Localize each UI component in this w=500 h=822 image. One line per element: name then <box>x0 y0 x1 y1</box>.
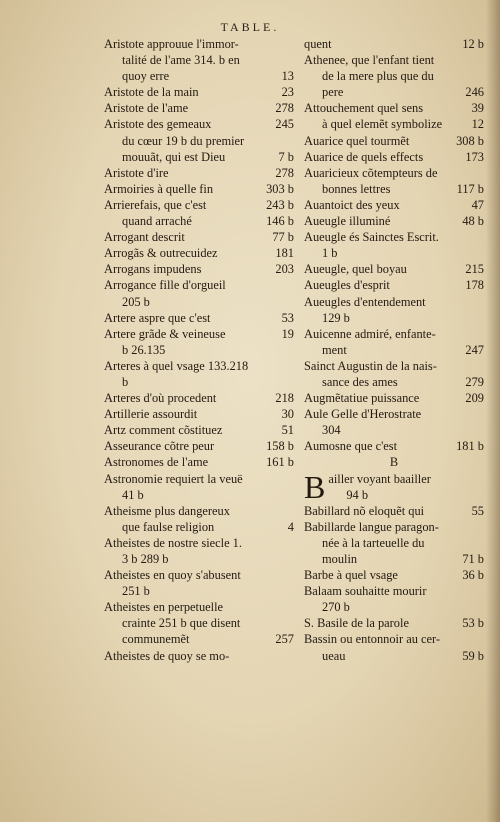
index-entry <box>304 615 484 631</box>
entry-continuation-line <box>304 310 484 326</box>
page-reference: 245 <box>275 117 294 132</box>
entry-continuation-line <box>104 294 294 310</box>
entry-continuation-line <box>304 181 484 197</box>
entry-text: que faulse religion <box>122 519 215 534</box>
page-reference: 278 <box>275 101 294 116</box>
entry-heading-line <box>104 36 294 52</box>
index-entry <box>104 599 294 647</box>
entry-heading-line <box>304 519 484 535</box>
entry-text: Atheistes de nostre siecle 1. <box>104 535 242 550</box>
entry-text: Babillarde langue paragon- <box>304 519 439 534</box>
entry-text: Babillard nõ eloquẽt qui <box>304 503 425 518</box>
entry-text: Athenee, que l'enfant tient <box>304 53 435 68</box>
page-reference: 53 b <box>462 616 484 631</box>
entry-heading-line <box>304 438 484 454</box>
index-entry <box>304 52 484 100</box>
entry-heading-line <box>104 229 294 245</box>
page-reference: 209 <box>465 391 484 406</box>
index-entry <box>304 261 484 277</box>
entry-heading-line <box>304 100 484 116</box>
entry-continuation-line <box>104 342 294 358</box>
entry-heading-line <box>104 277 294 293</box>
entry-continuation-line <box>104 52 294 68</box>
entry-text: ment <box>322 342 347 357</box>
page-reference: 181 <box>275 246 294 261</box>
entry-continuation-line <box>104 519 294 535</box>
index-entry <box>104 84 294 100</box>
index-entry <box>304 213 484 229</box>
entry-text: 3 b 289 b <box>122 552 169 566</box>
index-group-a-continued <box>304 36 484 454</box>
entry-text: Arrogans impudens <box>104 262 202 277</box>
entry-text: Artz comment cõstituez <box>104 423 223 438</box>
entry-continuation-line <box>304 245 484 261</box>
entry-text: Balaam souhaitte mourir <box>304 584 427 599</box>
entry-continuation-line <box>104 374 294 390</box>
page-reference: 23 <box>281 85 294 100</box>
entry-heading-line <box>104 245 294 261</box>
entry-heading-line <box>328 471 484 487</box>
index-entry <box>304 438 484 454</box>
entry-heading-line <box>304 615 484 631</box>
entry-text: 270 b <box>322 600 350 615</box>
page-reference: 247 <box>465 342 484 357</box>
index-entry <box>304 468 484 505</box>
entry-text: Aueugles d'entendement <box>304 294 426 309</box>
entry-text: 94 b <box>346 487 369 502</box>
entry-heading-line <box>104 648 294 664</box>
entry-text: 41 b <box>122 487 144 502</box>
entry-heading-line <box>304 261 484 277</box>
entry-heading-line <box>304 213 484 229</box>
entry-text: Augmẽtatiue puissance <box>304 391 420 406</box>
entry-text: Asseurance cõtre peur <box>104 439 215 454</box>
index-entry <box>304 294 484 326</box>
drop-cap-letter: B <box>304 468 326 505</box>
entry-text: Bassin ou entonnoir au cer- <box>304 632 441 647</box>
entry-text: Atheistes en quoy s'abusent <box>104 568 241 583</box>
index-entry <box>104 100 294 116</box>
index-entry <box>104 197 294 229</box>
entry-heading-line <box>104 390 294 406</box>
index-entry <box>304 503 484 519</box>
index-entry <box>104 422 294 438</box>
page-reference: 181 b <box>456 439 484 454</box>
page-reference: 218 <box>275 391 294 406</box>
entry-text: ueau <box>322 648 346 663</box>
entry-continuation-line <box>304 342 484 358</box>
entry-text: Arrogance fille d'orgueil <box>104 278 226 293</box>
entry-text: mouuãt, qui est Dieu <box>122 149 226 164</box>
entry-continuation-line <box>104 487 294 503</box>
entry-text: Armoiries à quelle fin <box>104 181 214 196</box>
index-entry <box>304 583 484 615</box>
entry-text: 1 b <box>322 246 338 261</box>
entry-text: Arrierefais, que c'est <box>104 197 207 212</box>
page-reference: 215 <box>465 262 484 277</box>
entry-text: née à la tarteuelle du <box>322 535 425 550</box>
page-reference: 161 b <box>266 455 294 470</box>
page-reference: 243 b <box>266 197 294 212</box>
entry-heading-line <box>304 165 484 181</box>
index-group-b <box>304 468 484 664</box>
entry-text: 251 b <box>122 584 150 599</box>
entry-heading-line <box>104 165 294 181</box>
entry-heading-line <box>104 310 294 326</box>
entry-text: Aristote d'ire <box>104 165 169 180</box>
entry-text: Auaricieux cõtempteurs de <box>304 165 438 180</box>
entry-heading-line <box>304 197 484 213</box>
index-entry <box>104 181 294 197</box>
index-entry <box>304 197 484 213</box>
index-entry <box>104 390 294 406</box>
entry-text: de la mere plus que du <box>322 69 434 84</box>
index-entry <box>304 406 484 438</box>
entry-heading-line <box>304 583 484 599</box>
page-reference: 278 <box>275 165 294 180</box>
section-letter-b: B <box>389 455 399 470</box>
page-reference: 47 <box>471 197 484 212</box>
entry-continuation-line <box>304 551 484 567</box>
entry-text: du cœur 19 b du premier <box>122 133 245 148</box>
index-entry <box>104 358 294 390</box>
index-entry <box>304 149 484 165</box>
entry-text: Auicenne admiré, enfante- <box>304 326 436 341</box>
entry-heading-line <box>304 326 484 342</box>
index-entry <box>104 648 294 664</box>
entry-heading-line <box>104 84 294 100</box>
page-reference: 30 <box>281 407 294 422</box>
index-entry <box>304 229 484 261</box>
page-reference: 178 <box>465 278 484 293</box>
entry-text: 304 <box>322 423 341 438</box>
entry-heading-line <box>304 277 484 293</box>
index-entry <box>304 519 484 567</box>
entry-continuation-line <box>304 68 484 84</box>
entry-heading-line <box>304 52 484 68</box>
entry-text: sance des ames <box>322 374 398 389</box>
page-reference: 77 b <box>272 230 294 245</box>
entry-heading-line <box>104 422 294 438</box>
index-entry <box>104 36 294 84</box>
entry-continuation-line <box>104 133 294 149</box>
page-reference: 51 <box>281 423 294 438</box>
page-reference: 303 b <box>266 181 294 196</box>
entry-continuation-line <box>328 487 484 503</box>
entry-heading-line <box>104 503 294 519</box>
page-reference: 158 b <box>266 439 294 454</box>
entry-text: Atheistes en perpetuelle <box>104 600 224 615</box>
entry-heading-line <box>104 326 294 342</box>
entry-text: Artillerie assourdit <box>104 407 198 422</box>
entry-heading-line <box>304 503 484 519</box>
entry-text: Aule Gelle d'Herostrate <box>304 407 422 422</box>
entry-text: Aumosne que c'est <box>304 439 398 454</box>
entry-continuation-line <box>304 599 484 615</box>
index-entry <box>104 245 294 261</box>
entry-text: Arteres d'où procedent <box>104 391 217 406</box>
entry-heading-line <box>104 471 294 487</box>
index-entry <box>104 326 294 358</box>
entry-continuation-line <box>104 615 294 631</box>
page-reference: 53 <box>281 310 294 325</box>
entry-heading-line <box>304 390 484 406</box>
index-entry <box>304 133 484 149</box>
entry-text: Aristote des gemeaux <box>104 117 212 132</box>
entry-text: pere <box>322 85 344 100</box>
index-entry <box>104 277 294 309</box>
entry-text: Arteres à quel vsage 133.218 <box>104 358 249 373</box>
entry-text: bonnes lettres <box>322 181 391 196</box>
index-entry <box>104 116 294 164</box>
entry-text: talité de l'ame 314. b en <box>122 53 240 68</box>
entry-text: Aueugle, quel boyau <box>304 262 407 277</box>
page-reference: 117 b <box>456 181 484 196</box>
entry-text: quoy erre <box>122 69 170 84</box>
index-column-left <box>104 36 294 664</box>
entry-text: Sainct Augustin de la nais- <box>304 358 437 373</box>
entry-heading-line <box>304 567 484 583</box>
entry-text: Atheistes de quoy se mo- <box>104 648 230 663</box>
index-entry <box>304 358 484 390</box>
index-entry <box>304 165 484 197</box>
index-entry <box>304 631 484 663</box>
index-column-right <box>304 36 484 664</box>
page-reference: 71 b <box>462 552 484 566</box>
entry-text: Aueugle illuminé <box>304 214 391 229</box>
entry-continuation-line <box>304 535 484 551</box>
entry-text: quand arraché <box>122 214 192 229</box>
entry-heading-line <box>304 133 484 149</box>
entry-text: Atheisme plus dangereux <box>104 503 230 518</box>
page-reference: 246 <box>465 85 484 100</box>
index-entry <box>104 471 294 503</box>
page-reference: 4 <box>287 519 294 534</box>
entry-heading-line <box>104 454 294 470</box>
page-reference: 36 b <box>462 568 484 583</box>
index-entry <box>104 406 294 422</box>
entry-heading-line <box>104 261 294 277</box>
entry-heading-line <box>104 535 294 551</box>
entry-continuation-line <box>104 68 294 84</box>
entry-text: Arrogãs & outrecuidez <box>104 246 218 261</box>
entry-text: Attouchement quel sens <box>304 101 424 116</box>
index-entry <box>104 165 294 181</box>
index-entry <box>104 567 294 599</box>
entry-heading-line <box>104 116 294 132</box>
entry-continuation-line <box>104 631 294 647</box>
entry-text: communemẽt <box>122 632 190 647</box>
index-entry <box>304 390 484 406</box>
entry-text: S. Basile de la parole <box>304 616 409 631</box>
entry-heading-line <box>304 36 484 52</box>
running-title: TABLE. <box>220 20 280 34</box>
index-entry <box>304 36 484 52</box>
entry-text: quent <box>304 37 332 51</box>
entry-heading-line <box>104 197 294 213</box>
entry-text: Auarice de quels effects <box>304 149 424 164</box>
index-entry <box>304 277 484 293</box>
page-reference: 12 <box>471 117 484 132</box>
page-reference: 13 <box>281 69 294 84</box>
entry-text: Artere aspre que c'est <box>104 310 211 325</box>
entry-text: Aueugles d'esprit <box>304 278 390 293</box>
entry-text: Astronomes de l'ame <box>104 455 209 470</box>
entry-heading-line <box>304 294 484 310</box>
page-gutter-shadow <box>486 0 500 822</box>
entry-text: 129 b <box>322 310 350 325</box>
entry-continuation-line <box>304 648 484 664</box>
entry-text: crainte 251 b que disent <box>122 616 241 631</box>
index-entry <box>104 310 294 326</box>
page-reference: 279 <box>465 374 484 389</box>
entry-heading-line <box>304 229 484 245</box>
entry-text: à quel elemẽt symbolize <box>322 117 443 132</box>
entry-heading-line <box>304 149 484 165</box>
page-reference: 7 b <box>278 149 294 164</box>
entry-text: b 26.135 <box>122 342 166 357</box>
page-reference: 12 b <box>462 37 484 51</box>
entry-continuation-line <box>104 213 294 229</box>
entry-text: b <box>122 374 129 389</box>
page-reference: 39 <box>471 101 484 116</box>
entry-text: 205 b <box>122 294 150 309</box>
entry-text: Auantoict des yeux <box>304 197 400 212</box>
entry-text: Astronomie requiert la veuë <box>104 471 243 486</box>
entry-text: Aristote de la main <box>104 85 199 100</box>
index-entry <box>104 503 294 535</box>
page-reference: 173 <box>465 149 484 164</box>
index-entry <box>304 100 484 132</box>
entry-continuation-line <box>104 551 294 567</box>
entry-heading-line <box>104 406 294 422</box>
entry-text: Arrogant descrit <box>104 230 185 245</box>
index-entry <box>104 535 294 567</box>
entry-continuation-line <box>104 149 294 165</box>
entry-heading-line <box>104 181 294 197</box>
entry-continuation-line <box>304 374 484 390</box>
page-reference: 308 b <box>456 133 484 148</box>
page-reference: 257 <box>275 632 294 647</box>
index-entry <box>104 229 294 245</box>
index-entry <box>104 261 294 277</box>
index-entry <box>304 567 484 583</box>
entry-text: moulin <box>322 552 358 566</box>
entry-continuation-line <box>304 422 484 438</box>
entry-text: Artere grãde & veineuse <box>104 326 226 341</box>
page-reference: 203 <box>275 262 294 277</box>
page-reference: 48 b <box>462 214 484 229</box>
entry-text: Aristote de l'ame <box>104 101 189 116</box>
entry-text: ailler voyant baailler <box>328 471 431 486</box>
entry-heading-line <box>104 567 294 583</box>
entry-heading-line <box>104 100 294 116</box>
entry-text: Barbe à quel vsage <box>304 568 398 583</box>
index-entry <box>104 438 294 454</box>
index-entry <box>304 326 484 358</box>
entry-text: Aueugle és Sainctes Escrit. <box>304 230 439 245</box>
page-reference: 146 b <box>266 214 294 229</box>
page-reference: 55 <box>471 503 484 518</box>
index-entry <box>104 454 294 470</box>
page-reference: 19 <box>281 326 294 341</box>
page-reference: 59 b <box>462 648 484 663</box>
entry-continuation-line <box>304 116 484 132</box>
entry-heading-line <box>104 358 294 374</box>
entry-continuation-line <box>304 84 484 100</box>
entry-text: Auarice quel tourmẽt <box>304 133 410 148</box>
entry-heading-line <box>304 631 484 647</box>
entry-text: Aristote approuue l'immor- <box>104 37 239 51</box>
entry-heading-line <box>104 599 294 615</box>
entry-heading-line <box>304 358 484 374</box>
entry-continuation-line <box>104 583 294 599</box>
entry-heading-line <box>104 438 294 454</box>
entry-heading-line <box>304 406 484 422</box>
